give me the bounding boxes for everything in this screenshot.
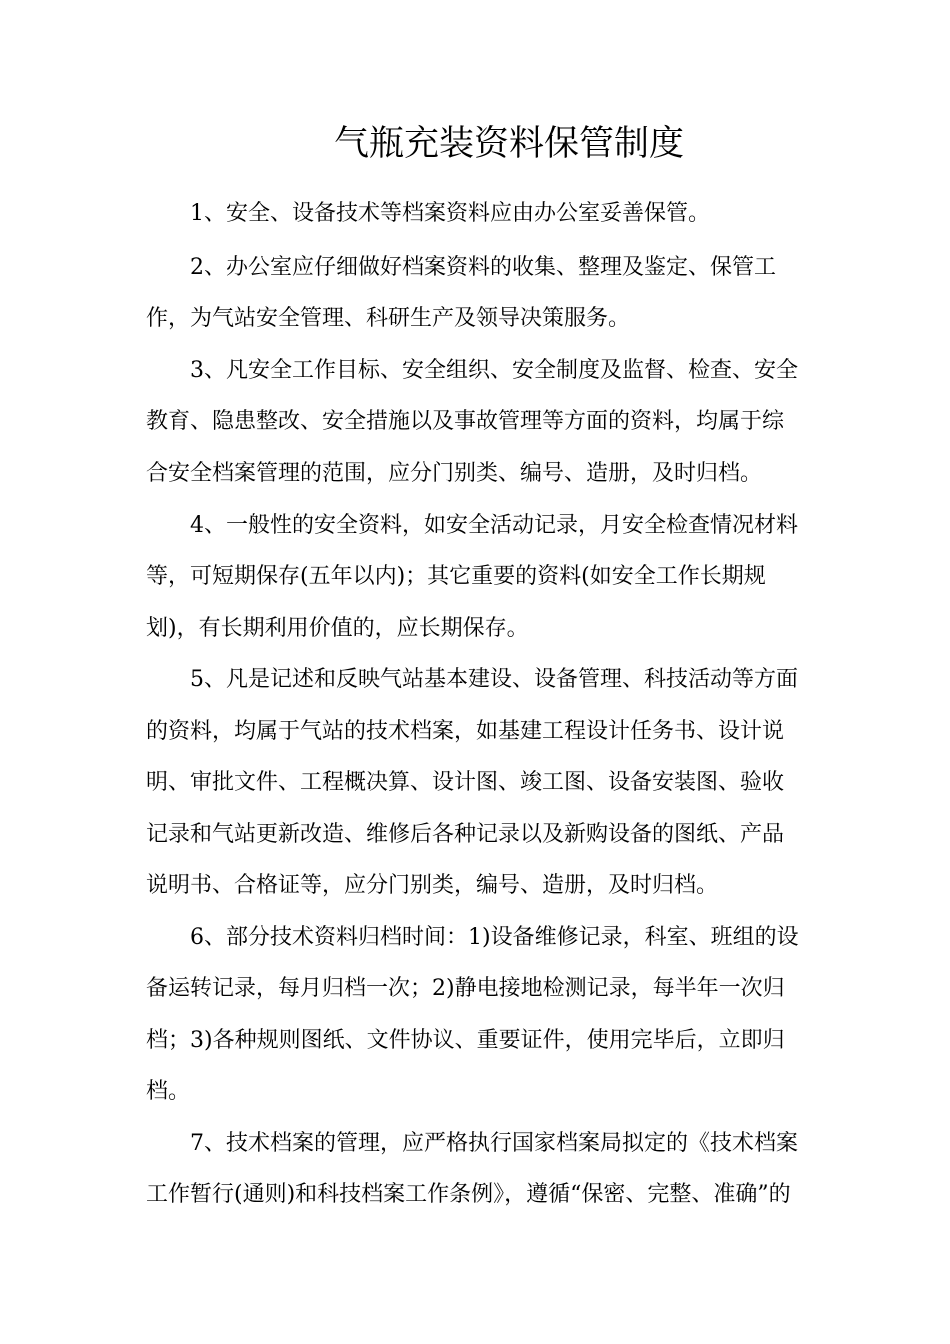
paragraph-line: 7、技术档案的管理，应严格执行国家档案局拟定的《技术档案 bbox=[190, 1131, 798, 1156]
paragraph-line: 教育、隐患整改、安全措施以及事故管理等方面的资料，均属于综 bbox=[146, 409, 785, 434]
paragraph-line: 档；3)各种规则图纸、文件协议、重要证件，使用完毕后，立即归 bbox=[146, 1028, 785, 1053]
paragraph-line: 等，可短期保存(五年以内)；其它重要的资料(如安全工作长期规 bbox=[146, 564, 766, 589]
paragraph-line: 档。 bbox=[146, 1079, 191, 1104]
paragraph-line: 5、凡是记述和反映气站基本建设、设备管理、科技活动等方面 bbox=[190, 667, 798, 692]
document-title: 气瓶充装资料保管制度 bbox=[333, 124, 684, 164]
paragraph-line: 3、凡安全工作目标、安全组织、安全制度及监督、检查、安全 bbox=[190, 358, 798, 383]
paragraph-line: 明、审批文件、工程概决算、设计图、竣工图、设备安装图、验收 bbox=[146, 770, 785, 795]
paragraph-line: 2、办公室应仔细做好档案资料的收集、整理及鉴定、保管工 bbox=[190, 255, 776, 280]
paragraph-line: 划)，有长期利用价值的，应长期保存。 bbox=[146, 616, 529, 641]
paragraph-line: 的资料，均属于气站的技术档案，如基建工程设计任务书、设计说 bbox=[146, 719, 785, 744]
paragraph-line: 6、部分技术资料归档时间：1)设备维修记录，科室、班组的设 bbox=[190, 925, 799, 950]
paragraph-line: 记录和气站更新改造、维修后各种记录以及新购设备的图纸、产品 bbox=[146, 822, 785, 847]
paragraph-line: 4、一般性的安全资料，如安全活动记录，月安全检查情况材料 bbox=[190, 513, 798, 538]
paragraph-line: 备运转记录，每月归档一次；2)静电接地检测记录，每半年一次归 bbox=[146, 976, 785, 1001]
paragraph-line: 1、安全、设备技术等档案资料应由办公室妥善保管。 bbox=[190, 201, 710, 226]
paragraph-line: 工作暂行(通则)和科技档案工作条例》，遵循“保密、完整、准确”的 bbox=[146, 1182, 791, 1207]
paragraph-line: 作，为气站安全管理、科研生产及领导决策服务。 bbox=[146, 306, 631, 331]
paragraph-line: 合安全档案管理的范围，应分门别类、编号、造册，及时归档。 bbox=[146, 461, 763, 486]
paragraph-line: 说明书、合格证等，应分门别类，编号、造册，及时归档。 bbox=[146, 873, 719, 898]
